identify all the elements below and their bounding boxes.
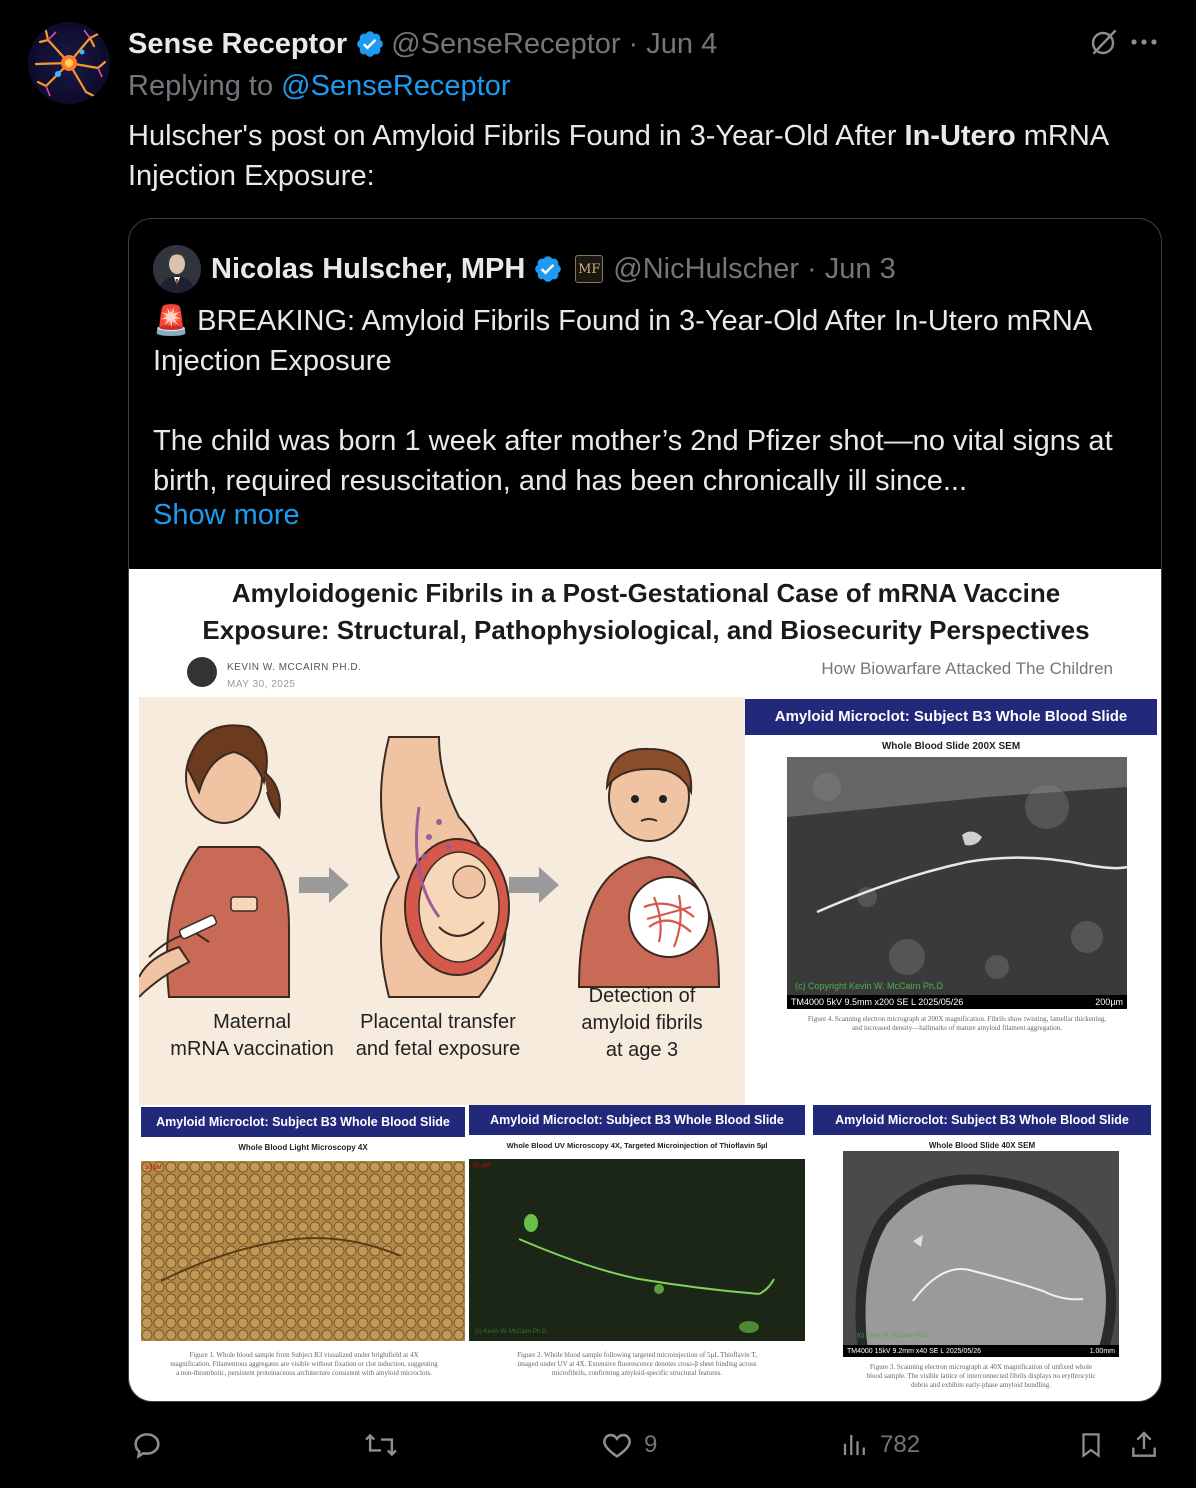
sem-200x-watermark: (c) Copyright Kevin W. McCairn Ph.D: [795, 981, 944, 991]
label2-line2: and fetal exposure: [355, 1038, 521, 1060]
quote-header: [211, 249, 896, 289]
replying-to: [128, 70, 511, 103]
label3-line2: amyloid fibrils: [581, 1012, 703, 1034]
panel-a-header: Amyloid Microclot: Subject B3 Whole Blood Slide: [141, 1107, 465, 1137]
label3-line1: Detection of: [588, 985, 696, 1007]
figure-author: [227, 659, 361, 693]
panel-a-subtitle: Whole Blood Light Microscopy 4X: [238, 1143, 368, 1152]
panel-c-watermark: (c) Kevin W. McCairn Ph.D: [857, 1333, 929, 1339]
sem-200x-scale-right: 200µm: [1095, 997, 1123, 1007]
figure-title: [129, 575, 1162, 649]
analytics-icon: [840, 1428, 870, 1462]
tweet-text-part2: mRNA Injection Exposure:: [128, 120, 1108, 192]
author-avatar[interactable]: [28, 22, 110, 104]
tweet-date[interactable]: · Jun 4: [628, 27, 718, 60]
sem-200x-image: [787, 757, 1127, 1009]
quote-text-line2: The child was born 1 week after mother’s 2nd Pfizer shot—no vital signs at birth, required resuscitation, and has been chronically ill since...: [153, 425, 1113, 497]
figure4-caption: Figure 4. Scanning electron micrograph at 200X magnification. Fibrils show twisting, lamellar thickening, and increased density—hallmarks of mature amyloid filament aggregation.: [807, 1015, 1107, 1032]
figure-title-line2: Exposure: Structural, Pathophysiological, and Biosecurity Perspectives: [202, 615, 1090, 645]
label1-line2: mRNA vaccination: [170, 1038, 334, 1060]
figure-author-date: MAY 30, 2025: [227, 679, 296, 690]
sem-40x-scalebar: [843, 1345, 1119, 1357]
share-icon: [1128, 1428, 1160, 1462]
panel-b-subtitle: Whole Blood UV Microscopy 4X, Targeted Microinjection of Thioflavin 5µl: [506, 1141, 768, 1150]
panel-b-scale: 50 µM: [473, 1163, 490, 1169]
quote-text: [153, 301, 1143, 501]
replying-prefix: Replying to: [128, 70, 274, 102]
show-more-link[interactable]: Show more: [153, 499, 300, 531]
view-count: 782: [880, 1431, 921, 1458]
label2-line1: Placental transfer: [360, 1011, 516, 1033]
figure-author-avatar: [187, 657, 217, 687]
pregnant-figure: [381, 737, 509, 997]
panel-top-header: Amyloid Microclot: Subject B3 Whole Blood Slide: [745, 699, 1157, 735]
figure3-caption: Figure 3. Scanning electron micrograph at 40X magnification of unfixed whole blood sample. The visible lattice of interconnected fibrils displays no erythrocytic debris and exhibits early-phase amyloid bundling.: [866, 1363, 1096, 1389]
grok-icon[interactable]: [1088, 26, 1120, 58]
child-figure: [579, 749, 719, 987]
tweet-header: [128, 24, 717, 64]
illustration-panel: [139, 697, 745, 1105]
sem-200x-scale-left: TM4000 5kV 9.5mm x200 SE L 2025/05/26: [791, 997, 964, 1007]
verified-badge-icon: [533, 254, 563, 284]
panel-c-header: Amyloid Microclot: Subject B3 Whole Blood Slide: [813, 1105, 1151, 1135]
panel-b-watermark: (c) Kevin W. McCairn Ph.D: [475, 1329, 547, 1335]
panel-b-header: Amyloid Microclot: Subject B3 Whole Blood Slide: [469, 1105, 805, 1135]
illustration-label-2: [335, 1009, 541, 1063]
tweet-text-bold: In-Utero: [904, 120, 1016, 152]
verified-badge-icon: [355, 29, 385, 59]
repost-icon: [362, 1428, 400, 1462]
sem-40x-scale-left: TM4000 15kV 9.2mm x40 SE L 2025/05/26: [847, 1347, 981, 1355]
illustration-label-3: [559, 983, 725, 1064]
light-microscopy-image: [141, 1161, 465, 1341]
sem-40x-scale-right: 1.00mm: [1089, 1347, 1115, 1355]
top-actions: [1088, 26, 1160, 58]
label1-line1: Maternal: [213, 1011, 291, 1033]
views-button[interactable]: [840, 1428, 920, 1462]
uv-microscopy-image: [469, 1159, 805, 1341]
repost-button[interactable]: [362, 1428, 400, 1462]
more-options-icon[interactable]: [1128, 26, 1160, 58]
heart-icon: [600, 1428, 634, 1462]
quote-author-handle[interactable]: @NicHulscher: [613, 252, 800, 285]
tweet-text: [128, 116, 1128, 196]
figure-title-line1: Amyloidogenic Fibrils in a Post-Gestational Case of mRNA Vaccine: [231, 578, 1061, 608]
like-count: 9: [644, 1431, 658, 1458]
figure2-caption: Figure 2. Whole blood sample following targeted microinjection of 5µL Thioflavin T, imaged under UV at 4X. Extensive fluorescence denotes cross-β sheet binding across microfibrils, confirming amyloid-specific structural features.: [517, 1351, 757, 1377]
figure-author-name: KEVIN W. MCCAIRN PH.D.: [227, 662, 362, 673]
quote-author-name[interactable]: Nicolas Hulscher, MPH: [211, 252, 526, 285]
mother-figure: [139, 725, 289, 997]
affiliate-badge[interactable]: MF: [575, 255, 603, 283]
reply-button[interactable]: [130, 1428, 164, 1462]
bookmark-button[interactable]: [1076, 1428, 1106, 1462]
sem-40x-image: [843, 1151, 1119, 1357]
action-bar: [0, 1422, 1196, 1472]
quoted-tweet[interactable]: [128, 218, 1162, 1402]
replying-handle-link[interactable]: @SenseReceptor: [281, 70, 511, 102]
label3-line3: at age 3: [605, 1039, 679, 1061]
panel-a-scale: 50 µM: [145, 1165, 162, 1171]
attached-image[interactable]: [129, 569, 1162, 1402]
arrow-right-icon: [299, 867, 349, 903]
person-portrait-icon: [153, 245, 201, 293]
panel-top-subtitle: Whole Blood Slide 200X SEM: [881, 741, 1021, 752]
author-name[interactable]: Sense Receptor: [128, 27, 348, 60]
share-button[interactable]: [1128, 1428, 1160, 1462]
bookmark-icon: [1076, 1428, 1106, 1462]
sem-200x-scalebar: [787, 995, 1127, 1009]
quote-author-avatar[interactable]: [153, 245, 201, 293]
panel-c-subtitle: Whole Blood Slide 40X SEM: [928, 1141, 1036, 1150]
figure-subtitle: How Biowarfare Attacked The Children: [821, 659, 1113, 678]
like-button[interactable]: [600, 1428, 657, 1462]
arrow-right-icon: [509, 867, 559, 903]
tweet-text-part1: Hulscher's post on Amyloid Fibrils Found in 3-Year-Old After: [128, 120, 905, 152]
illustration-label-1: [159, 1009, 345, 1063]
figure1-caption: Figure 1. Whole blood sample from Subject B3 visualized under brightfield at 4X magnification. Filamentous aggregates are visible without fixation or clot induction, suggesting a non-thrombotic, persistent proteinaceous architecture consistent with amyloid microclots.: [170, 1351, 438, 1377]
quote-text-line1: 🚨 BREAKING: Amyloid Fibrils Found in 3-Year-Old After In-Utero mRNA Injection Exposure: [153, 305, 1091, 377]
reply-icon: [130, 1428, 164, 1462]
neuron-avatar-icon: [28, 22, 110, 104]
author-handle[interactable]: @SenseReceptor: [391, 27, 621, 60]
quote-date[interactable]: · Jun 3: [807, 252, 896, 285]
